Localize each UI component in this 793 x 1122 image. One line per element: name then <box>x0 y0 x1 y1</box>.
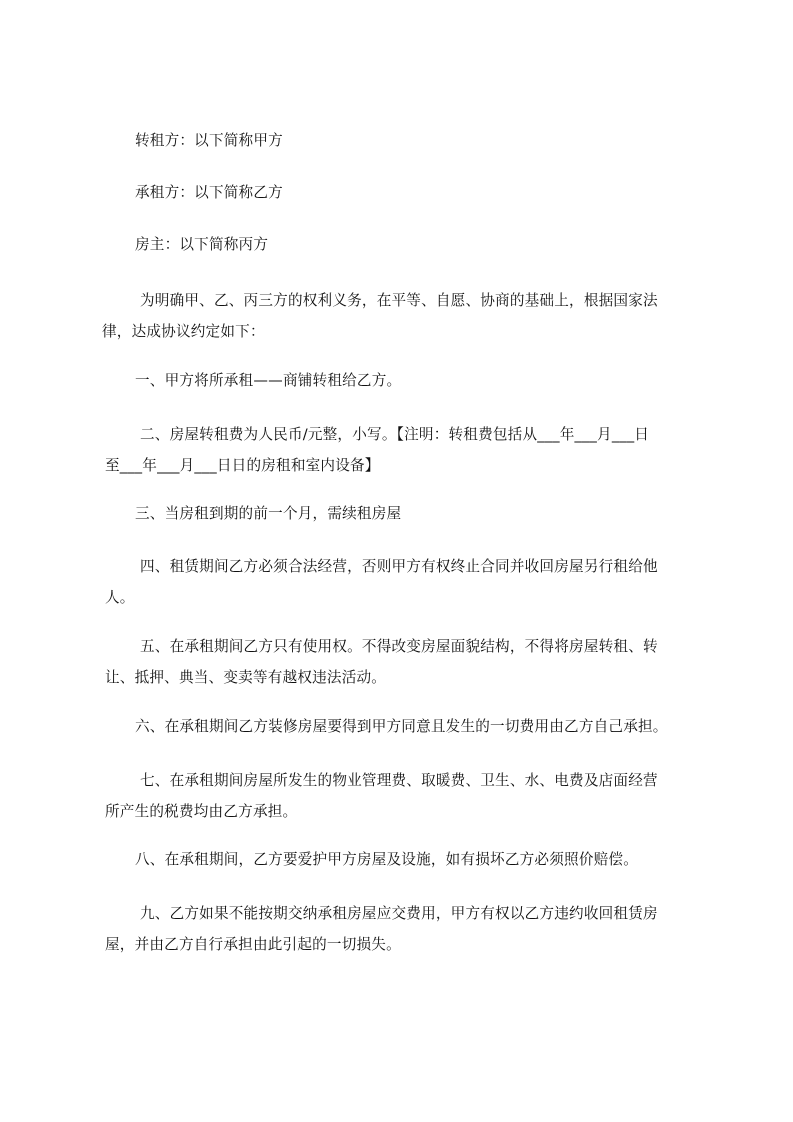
clause-3: 三、当房租到期的前一个月，需续租房屋 <box>135 505 402 522</box>
clause-6: 六、在承租期间乙方装修房屋要得到甲方同意且发生的一切费用由乙方自己承担。 <box>135 718 668 735</box>
clause-9: 九、乙方如果不能按期交纳承租房屋应交费用，甲方有权以乙方违约收回租赁房 屋，并由乙方自行承担由此引起的一切损失。 <box>105 905 658 953</box>
header-line-sublessor: 转租方：以下简称甲方 <box>135 132 283 149</box>
header-line-lessee: 承租方：以下简称乙方 <box>135 184 283 201</box>
header-line-landlord: 房主：以下简称丙方 <box>135 236 269 253</box>
intro-paragraph: 为明确甲、乙、丙三方的权利义务，在平等、自愿、协商的基础上，根据国家法 律，达成协议约定如下： <box>102 292 658 340</box>
clause-5: 五、在承租期间乙方只有使用权。不得改变房屋面貌结构，不得将房屋转租、转 让、抵押、典当、变卖等有越权违法活动。 <box>105 638 658 686</box>
clause-1: 一、甲方将所承租——商铺转租给乙方。 <box>135 372 402 389</box>
clause-8: 八、在承租期间，乙方要爱护甲方房屋及设施，如有损坏乙方必须照价赔偿。 <box>135 851 638 868</box>
clause-4: 四、租赁期间乙方必须合法经营，否则甲方有权终止合同并收回房屋另行租给他 人。 <box>105 558 658 606</box>
clause-2: 二、房屋转租费为人民币/元整，小写。【注明：转租费包括从___年___月___日 至___年___月___日日的房租和室内设备】 <box>105 426 650 474</box>
clause-7: 七、在承租期间房屋所发生的物业管理费、取暖费、卫生、水、电费及店面经营 所产生的税费均由乙方承担。 <box>105 772 658 820</box>
